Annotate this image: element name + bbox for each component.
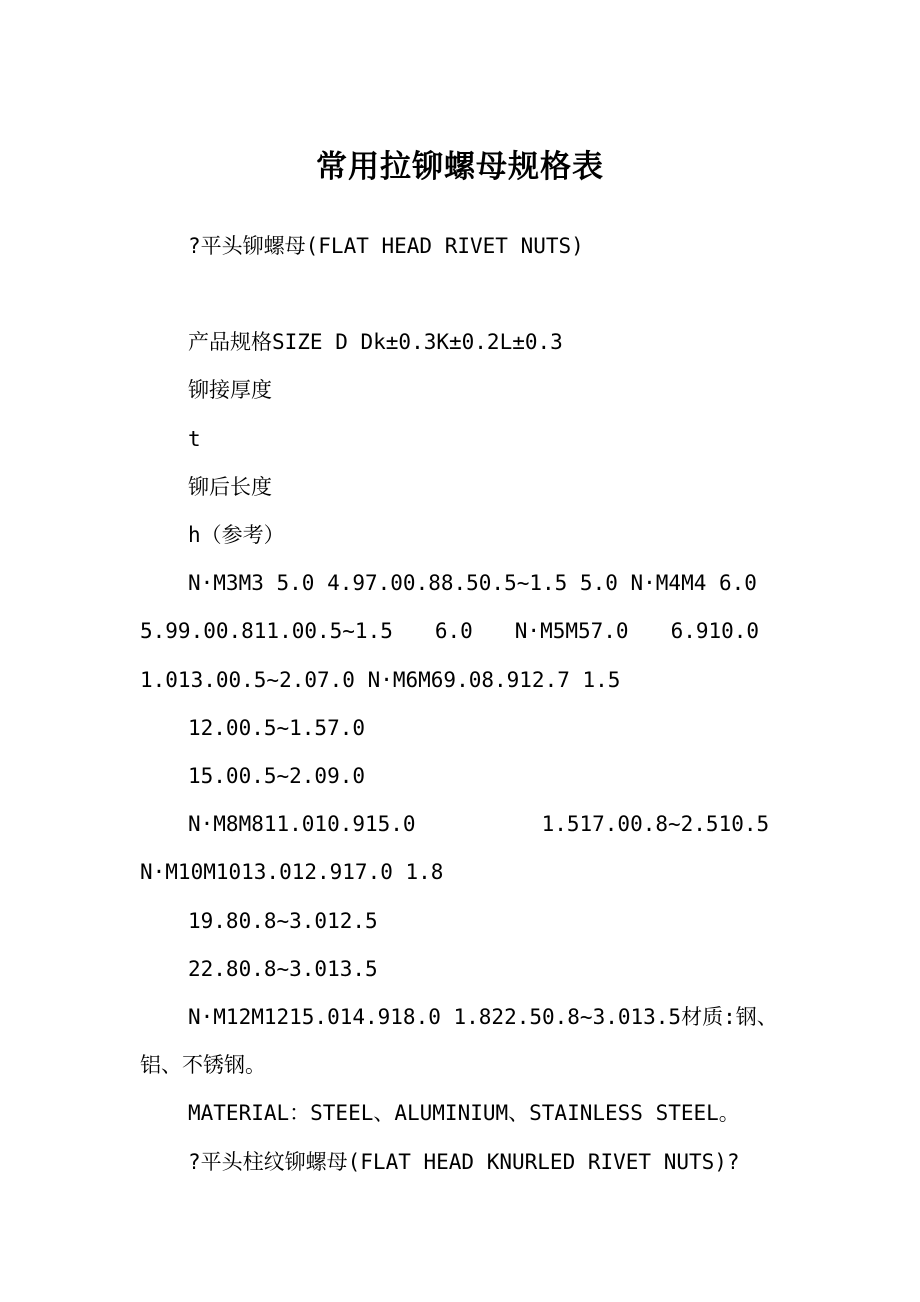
document-title: 常用拉铆螺母规格表 [316, 149, 604, 185]
table-row-m10-c: 22.80.8~3.013.5 [188, 956, 378, 981]
table-header-length-after: 铆后长度 [188, 474, 272, 499]
table-header-size: 产品规格SIZE D Dk±0.3K±0.2L±0.3 [188, 330, 563, 355]
table-row-m6-b: 12.00.5~1.57.0 [188, 715, 366, 740]
table-row-m10-b: 19.80.8~3.012.5 [188, 908, 378, 933]
section-heading-knurled: ?平头柱纹铆螺母(FLAT HEAD KNURLED RIVET NUTS)? [188, 1149, 740, 1174]
material-english: MATERIAL：STEEL、ALUMINIUM、STAINLESS STEEL。 [188, 1101, 740, 1126]
section-heading-flat-head: ?平头铆螺母(FLAT HEAD RIVET NUTS) [188, 234, 584, 258]
table-header-rivet-thickness: 铆接厚度 [188, 378, 272, 403]
table-row-m12-material: N·M12M1215.014.918.0 1.822.50.8~3.013.5材质:钢、铝、不锈钢。 [140, 1005, 778, 1078]
table-header-t: t [188, 426, 201, 451]
table-header-h-reference: h（参考） [188, 523, 285, 548]
table-row-m3-m6: N·M3M3 5.0 4.97.00.88.50.5~1.5 5.0 N·M4M4 6.0 5.99.00.811.00.5~1.5 6.0 N·M5M57.0 6.910.0 1.013.00.5~2.07.0 N·M6M69.08.912.7 1.5 [140, 571, 760, 692]
blank-line [140, 270, 785, 318]
document-body [140, 222, 785, 1186]
table-row-m8-m10: N·M8M811.010.915.0 1.517.00.8~2.510.5 N·M10M1013.012.917.0 1.8 [140, 812, 770, 885]
table-row-m6-c: 15.00.5~2.09.0 [188, 764, 366, 789]
